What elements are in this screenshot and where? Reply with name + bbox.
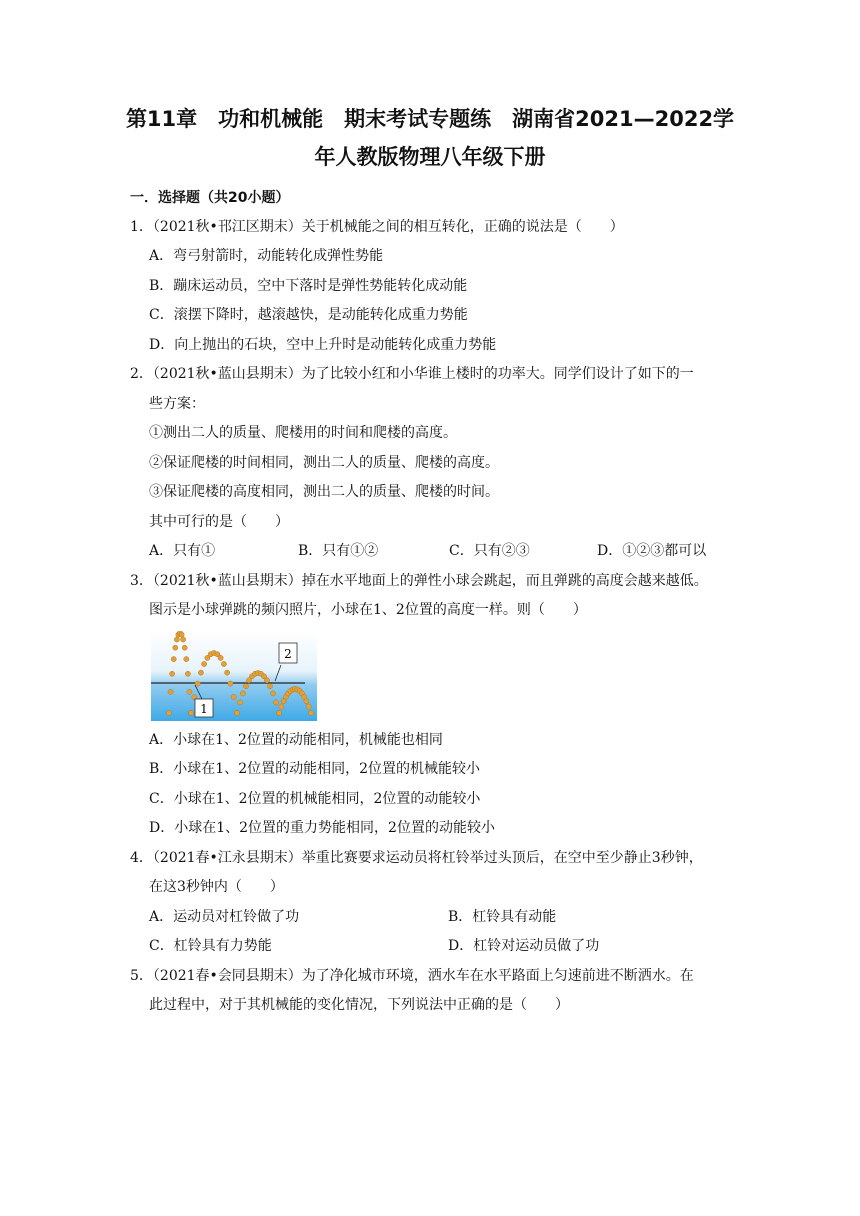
- ball-dot: [264, 678, 269, 683]
- q4-option-b: B．杠铃具有动能: [448, 909, 557, 925]
- q2-stem-line2: 些方案：: [149, 396, 205, 412]
- q1-option-b: B．蹦床运动员，空中下落时是弹性势能转化成动能: [149, 278, 468, 294]
- q1-option-d: D．向上抛出的石块，空中上升时是动能转化成重力势能: [149, 337, 497, 353]
- q5-stem-line1: 5．（2021春•会同县期末）为了净化城市环境，洒水车在水平路面上匀速前进不断洒水。在: [130, 968, 694, 984]
- ball-dot: [168, 689, 173, 694]
- q2-option-a: A．只有①: [149, 543, 216, 559]
- q1-stem: 1．（2021秋•邗江区期末）关于机械能之间的相互转化，正确的说法是（ ）: [130, 219, 624, 235]
- q4-option-d: D．杠铃对运动员做了功: [448, 938, 600, 954]
- ball-dot: [174, 637, 179, 642]
- document-title: [110, 100, 750, 176]
- ball-dot: [240, 691, 245, 696]
- ball-dot: [304, 699, 309, 704]
- ball-dot: [270, 691, 275, 696]
- q3-option-a: A．小球在1、2位置的动能相同，机械能也相同: [149, 732, 443, 748]
- ball-dot: [279, 704, 284, 709]
- q4-option-a: A．运动员对杠铃做了功: [149, 909, 300, 925]
- ball-dot: [173, 645, 178, 650]
- ball-dot: [195, 681, 200, 686]
- q4-stem-line2: 在这3秒钟内（ ）: [149, 879, 284, 895]
- q2-plan-1: ①测出二人的质量、爬楼用的时间和爬楼的高度。: [149, 425, 457, 441]
- ball-dot: [202, 661, 207, 666]
- q3-stem-line1: 3．（2021秋•蓝山县期末）掉在水平地面上的弹性小球会跳起，而且弹跳的高度会越来越低。: [130, 573, 708, 589]
- title-line-2: 年人教版物理八年级下册: [314, 145, 546, 169]
- q2-stem-line1: 2．（2021秋•蓝山县期末）为了比较小红和小华谁上楼时的功率大。同学们设计了如下的一: [130, 366, 694, 382]
- q2-option-b: B．只有①②: [298, 543, 379, 559]
- q2-plan-3: ③保证爬楼的高度相同，测出二人的质量、爬楼的时间。: [149, 484, 499, 500]
- ball-dot: [308, 710, 313, 715]
- ball-dot: [237, 700, 242, 705]
- ball-dot: [171, 657, 176, 662]
- q5-stem-line2: 此过程中，对于其机械能的变化情况，下列说法中正确的是（ ）: [149, 997, 569, 1013]
- ball-dot: [188, 710, 193, 715]
- ball-dot: [170, 671, 175, 676]
- ball-dot: [221, 661, 226, 666]
- ball-dot: [198, 670, 203, 675]
- position-2-label: 2: [284, 647, 292, 661]
- ball-dot: [234, 710, 239, 715]
- ball-dot: [182, 645, 187, 650]
- ball-dot: [225, 670, 230, 675]
- q3-option-d: D．小球在1、2位置的重力势能相同，2位置的动能较小: [149, 820, 495, 836]
- ball-dot: [181, 637, 186, 642]
- title-line-1: 第11章 功和机械能 期末考试专题练 湖南省2021—2022学: [125, 107, 735, 131]
- ball-dot: [185, 671, 190, 676]
- q3-stem-line2: 图示是小球弹跳的频闪照片，小球在1、2位置的高度一样。则（ ）: [149, 602, 587, 618]
- ball-dot: [306, 704, 311, 709]
- section-heading: 一．选择题（共20小题）: [130, 190, 290, 206]
- ball-dot: [184, 657, 189, 662]
- q2-option-c: C．只有②③: [449, 543, 530, 559]
- ball-dot: [218, 655, 223, 660]
- ball-dot: [166, 710, 171, 715]
- q2-option-d: D．①②③都可以: [597, 543, 707, 559]
- position-1-label: 1: [200, 702, 208, 716]
- q1-option-a: A．弯弓射箭时，动能转化成弹性势能: [149, 248, 384, 264]
- bouncing-ball-figure: [151, 631, 317, 721]
- ball-dot: [187, 689, 192, 694]
- q3-option-b: B．小球在1、2位置的动能相同，2位置的机械能较小: [149, 761, 481, 777]
- q4-stem-line1: 4．（2021春•江永县期末）举重比赛要求运动员将杠铃举过头顶后，在空中至少静止3秒钟，: [130, 850, 703, 866]
- ball-dot: [267, 684, 272, 689]
- ball-dot: [231, 695, 236, 700]
- ball-dot: [276, 710, 281, 715]
- ball-dot: [273, 700, 278, 705]
- ball-dot: [243, 684, 248, 689]
- ball-dot: [179, 632, 184, 637]
- q4-option-c: C．杠铃具有力势能: [149, 938, 272, 954]
- q2-plan-2: ②保证爬楼的时间相同，测出二人的质量、爬楼的高度。: [149, 455, 499, 471]
- q3-option-c: C．小球在1、2位置的机械能相同，2位置的动能较小: [149, 791, 481, 807]
- q1-option-c: C．滚摆下降时，越滚越快，是动能转化成重力势能: [149, 307, 468, 323]
- ball-dot: [228, 681, 233, 686]
- q2-ask: 其中可行的是（ ）: [149, 514, 289, 530]
